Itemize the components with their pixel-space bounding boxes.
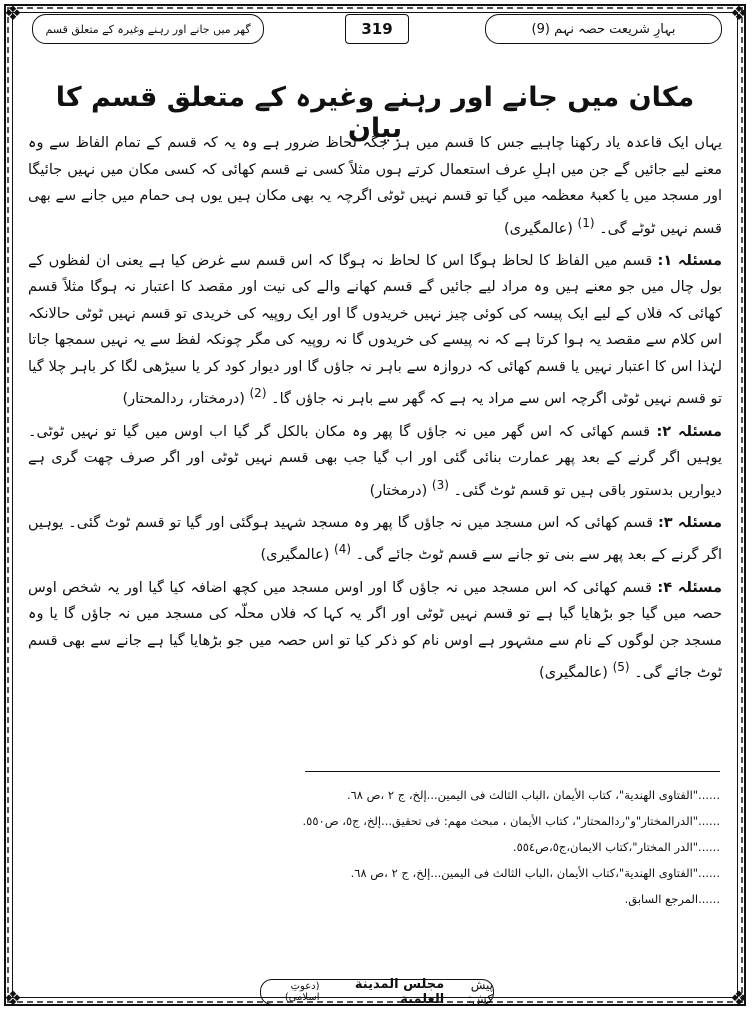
publisher-footer	[260, 979, 494, 1005]
paragraph	[28, 130, 722, 242]
page-number: 319	[361, 20, 393, 38]
corner-ornament-icon: ❖	[730, 986, 748, 1010]
footnote-ref: (3)	[431, 477, 449, 492]
footnote-divider	[305, 771, 720, 772]
paragraph	[28, 419, 722, 504]
footnote-ref: (1)	[577, 215, 595, 230]
publisher-name: مجلس المدينة العلمية	[354, 977, 445, 1007]
paragraph	[28, 575, 722, 687]
corner-ornament-icon: ❖	[4, 986, 22, 1010]
source-citation: (درمختار، ردالمحتار)	[122, 391, 245, 408]
paragraph-text: یہاں ایک قاعدہ یاد رکھنا چاہیے جس کا قسم میں ہر جگہ لحاظ ضرور ہے وہ یہ کہ قسم کے تمام الفاظ سے وہ معنے لیے جائیں گے جن میں اہلِ عرف استعمال کرتے ہوں مثلاً کسی نے قسم کھائی کہ کسی مکان میں نہیں جائیگا اور مسجد میں یا کعبۂ معظمہ میں گیا تو قسم نہیں ٹوٹی اگرچہ یہ بھی مکان ہیں یوں ہی حمام میں جانے سے بھی قسم نہیں ٹوٹے گی۔	[28, 135, 722, 237]
footnotes	[240, 782, 720, 912]
paragraph	[28, 248, 722, 413]
presented-by-label: پیش کش:	[467, 978, 493, 1006]
source-citation: (عالمگیری)	[260, 547, 330, 564]
footnote: ......المرجع السابق.	[624, 892, 720, 906]
book-part-label: بہارِ شریعت حصہ نہم (9)	[531, 21, 676, 37]
header-book-part	[485, 14, 722, 44]
source-citation: (عالمگیری)	[504, 220, 573, 237]
paragraph-text: قسم کھائی کہ اس مسجد میں نہ جاؤں گا اور اوس مسجد میں کچھ اضافہ کیا گیا اور یہ شخص اوس حصہ میں گیا جو بڑھایا گیا ہے تو قسم نہیں ٹوٹی اور اگر یہ کہا کہ فلاں محلّہ کی مسجد میں نہ جاؤں گا یا وہ مسجد جن لوگوں کے نام سے مشہور ہے اوس نام کو ذکر کیا تو اس حصہ میں جو بڑھایا گیا ہے جانے سے بھی قسم ٹوٹ جائے گی۔	[28, 579, 722, 682]
masala-label: مسئلہ ۳:	[657, 514, 723, 531]
footnote: ......"الدرالمختار"و"ردالمحتار"، كتاب الأيمان ، مبحث مهم: فی تحقيق...إلخ، ج٥، ص٥٥٠.	[302, 814, 720, 828]
paragraph-text: قسم کھائی کہ اس مسجد میں نہ جاؤں گا پھر وہ مسجد شہید ہوگئی اور گیا تو قسم ٹوٹ گئی۔ یوہیں اگر گرنے کے بعد پھر سے بنی تو جانے سے قسم ٹوٹ جائے گی۔	[28, 514, 722, 564]
masala-label: مسئلہ ۴:	[657, 579, 722, 596]
corner-ornament-icon: ❖	[4, 1, 22, 25]
masala-label: مسئلہ ۱:	[657, 252, 722, 269]
chapter-title: مکان میں جانے اور رہنے وغیرہ کے متعلق قسم کا بیان	[55, 82, 695, 144]
footnote-ref: (4)	[334, 542, 352, 557]
chapter-running-title: گھر میں جانے اور رہنے وغیرہ کے متعلق قسم	[45, 22, 251, 36]
masala-label: مسئلہ ۲:	[656, 423, 723, 440]
source-citation: (عالمگیری)	[539, 665, 608, 682]
page-number-box	[345, 14, 409, 44]
paragraph-text: قسم میں الفاظ کا لحاظ ہوگا اس کا لحاظ نہ ہوگا کہ اس قسم سے غرض کیا ہے یعنی ان لفظوں کے بول چال میں جو معنے ہیں وہ مراد لیے جائیں گے قسم کھانے والے کی نیت اور مقصد کا اعتبار نہ ہوگا مثلاً قسم کھائی کہ فلاں کے لیے ایک پیسہ کی کوئی چیز نہیں خریدوں گا اور ایک روپیہ کی خریدی تو قسم نہیں ٹوٹی حالانکہ اس کلام سے مقصد یہ ہوا کرتا ہے کہ نہ پیسے کی خریدوں گا نہ روپیہ کی مگر چونکہ لفظ سے یہ نہیں سمجھا جاتا لہٰذا اس کا اعتبار نہیں یا قسم کھائی کہ دروازہ سے باہر نہ جاؤں گا اور دیوار کود کر یا سیڑھی لگا کر باہر چلا گیا تو قسم نہیں ٹوٹی اگرچہ اس سے مراد یہ ہے کہ گھر سے باہر نہ جاؤں گا۔	[28, 252, 722, 408]
footnote: ......"الفتاوی الهندية"،كتاب الأيمان ،الباب الثالث فی اليمين...إلخ، ج ٢ ،ص ٦٨.	[350, 866, 720, 880]
paragraph	[28, 510, 722, 569]
body-text	[28, 130, 722, 693]
organization-name: (دعوتِ اسلامی)	[284, 981, 320, 1003]
paragraph-text: قسم کھائی کہ اس گھر میں نہ جاؤں گا پھر وہ مکان بالکل گر گیا اب اوس میں گیا تو نہیں ٹوٹی۔ یوہیں اگر گرنے کے بعد پھر عمارت بنائی گئی اور اب گیا جب بھی قسم نہیں ٹوٹی اور اگر صرف چھت گری ہے دیواریں بدستور باقی ہیں تو قسم ٹوٹ گئی۔	[28, 423, 722, 499]
footnote: ......"الفتاوی الهندية"، كتاب الأيمان ،الباب الثالث فی اليمين...إلخ، ج ٢ ،ص ٦٨.	[346, 788, 720, 802]
footnote-ref: (5)	[612, 660, 630, 675]
footnote: ......"الدر المختار"،كتاب الايمان،ج٥،ص٥٥٤.	[512, 840, 720, 854]
header-chapter-title	[32, 14, 264, 44]
corner-ornament-icon: ❖	[730, 1, 748, 25]
source-citation: (درمختار)	[369, 482, 428, 499]
footnote-ref: (2)	[249, 386, 267, 401]
